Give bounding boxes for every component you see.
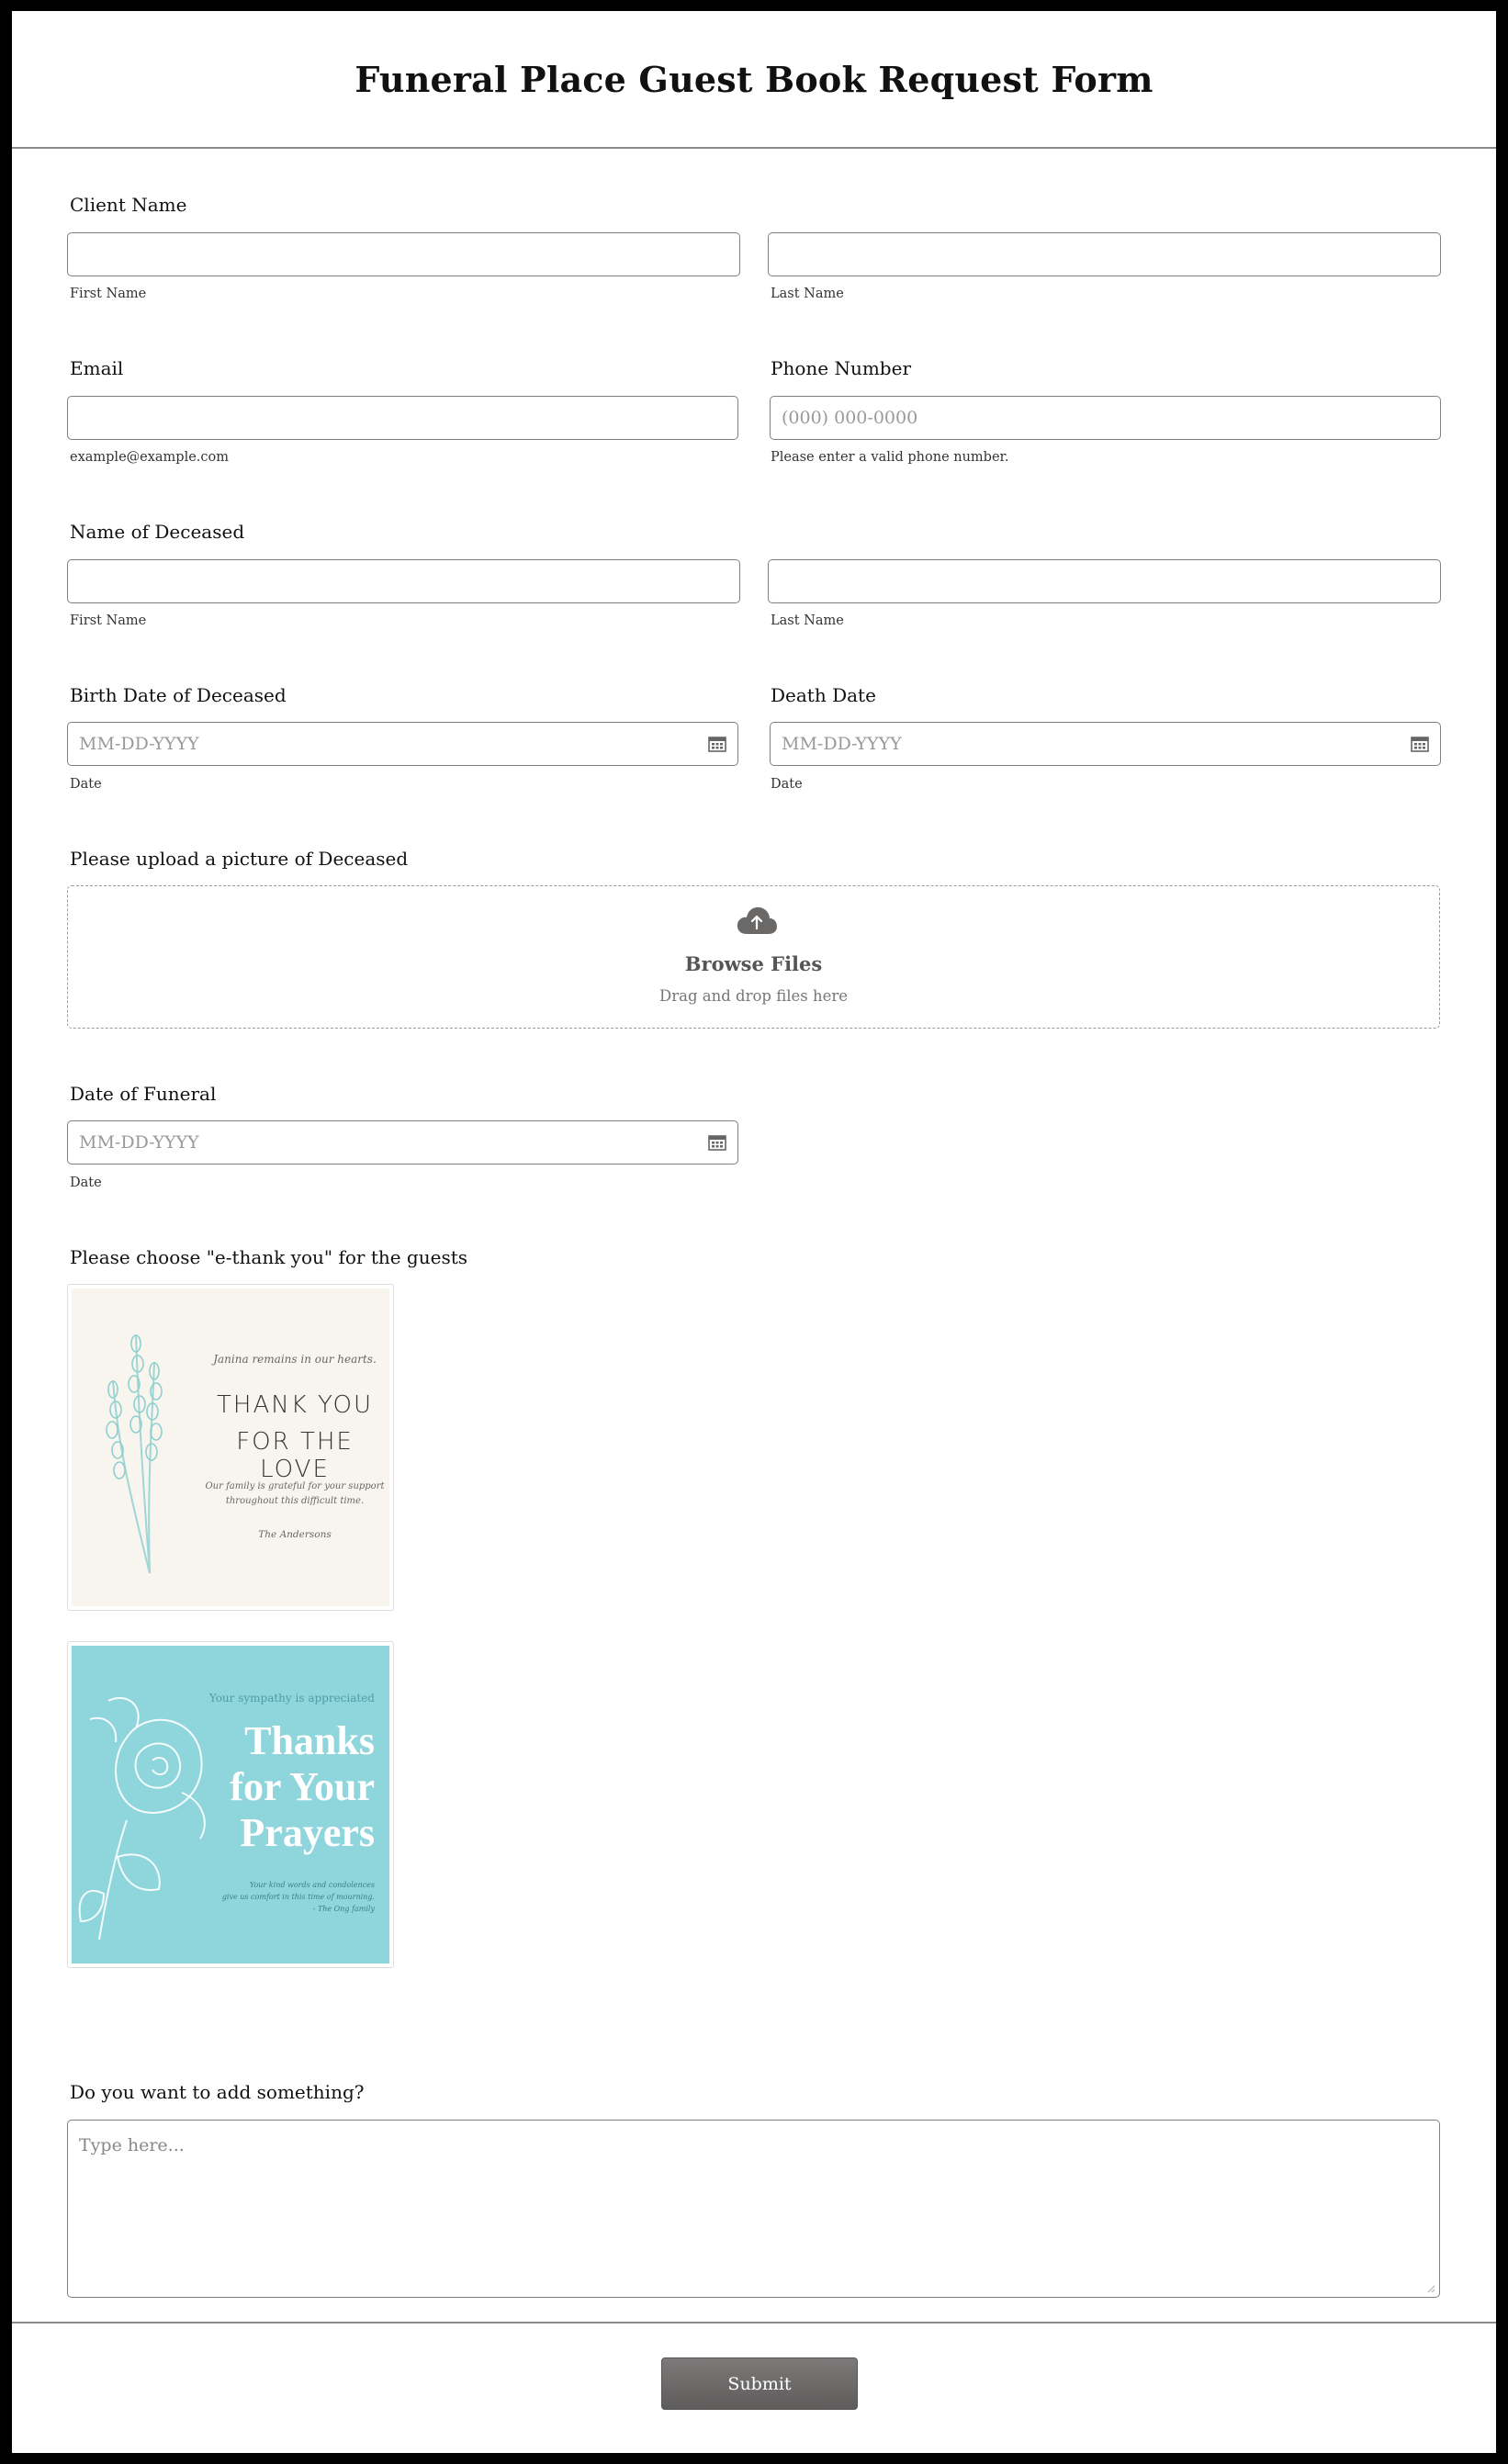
funeral-date-sublabel: Date (70, 1176, 102, 1190)
birth-date-input[interactable] (67, 722, 738, 766)
birth-date-sublabel: Date (70, 777, 102, 792)
upload-label: Please upload a picture of Deceased (70, 848, 409, 870)
cloud-upload-icon (736, 905, 778, 936)
notes-placeholder: Type here... (79, 2135, 185, 2155)
calendar-icon[interactable] (708, 736, 726, 752)
email-sublabel: example@example.com (70, 450, 230, 465)
client-last-name-sublabel: Last Name (771, 287, 844, 301)
card2-headline-1: Thanks (244, 1718, 375, 1763)
funeral-date-placeholder: MM-DD-YYYY (79, 1132, 199, 1153)
card1-headline-1: THANK YOU (217, 1391, 373, 1419)
rose-illustration (72, 1664, 219, 1940)
card2-body-2: give us comfort in this time of mourning. (221, 1893, 375, 1901)
client-first-name-input[interactable] (67, 232, 740, 276)
card2-signature: - The Ong family (312, 1905, 375, 1913)
calendar-icon[interactable] (1411, 736, 1429, 752)
death-date-placeholder: MM-DD-YYYY (782, 734, 902, 754)
deceased-first-name-sublabel: First Name (70, 613, 147, 628)
birth-date-placeholder: MM-DD-YYYY (79, 734, 199, 754)
client-first-name-sublabel: First Name (70, 287, 147, 301)
client-name-label: Client Name (70, 194, 187, 216)
browse-files-button[interactable]: Browse Files (684, 952, 823, 975)
card2-body-1: Your kind words and condolences (249, 1881, 375, 1889)
birth-date-label: Birth Date of Deceased (70, 684, 287, 706)
submit-button[interactable]: Submit (661, 2357, 858, 2410)
thank-you-card-option-1[interactable] (67, 1284, 394, 1611)
card1-signature: The Andersons (258, 1529, 332, 1540)
form-card (12, 11, 1496, 2453)
footer-divider (12, 2322, 1496, 2323)
form-title: Funeral Place Guest Book Request Form (354, 58, 1154, 100)
notes-label: Do you want to add something? (70, 2081, 365, 2103)
email-input[interactable] (67, 396, 738, 440)
card2-top-line: Your sympathy is appreciated (208, 1692, 375, 1705)
deceased-last-name-input[interactable] (768, 559, 1441, 603)
form-header (12, 11, 1496, 149)
card1-body-2: throughout this difficult time. (225, 1496, 365, 1506)
card2-headline-3: Prayers (240, 1810, 375, 1855)
funeral-date-input[interactable] (67, 1120, 738, 1164)
file-upload-dropzone[interactable] (67, 885, 1440, 1029)
phone-sublabel: Please enter a valid phone number. (771, 450, 1009, 465)
card1-body-1: Our family is grateful for your support (205, 1481, 385, 1491)
deceased-first-name-input[interactable] (67, 559, 740, 603)
death-date-input[interactable] (770, 722, 1441, 766)
death-date-sublabel: Date (771, 777, 803, 792)
phone-label: Phone Number (771, 357, 911, 379)
thank-you-card-option-2[interactable] (67, 1641, 394, 1968)
lavender-illustration (99, 1316, 182, 1582)
client-last-name-input[interactable] (768, 232, 1441, 276)
notes-textarea[interactable] (67, 2120, 1440, 2298)
ethank-label: Please choose "e-thank you" for the guests (70, 1246, 468, 1268)
phone-placeholder: (000) 000-0000 (782, 408, 918, 428)
email-label: Email (70, 357, 124, 379)
card1-headline-2: FOR THE LOVE (236, 1428, 354, 1483)
drag-drop-hint: Drag and drop files here (658, 987, 849, 1005)
calendar-icon[interactable] (708, 1134, 726, 1151)
funeral-date-label: Date of Funeral (70, 1083, 217, 1105)
resize-handle-icon[interactable] (1426, 2284, 1435, 2293)
deceased-name-label: Name of Deceased (70, 521, 245, 543)
card2-headline-2: for Your (230, 1764, 375, 1809)
card1-top-line: Janina remains in our hearts. (213, 1353, 377, 1366)
deceased-last-name-sublabel: Last Name (771, 613, 844, 628)
death-date-label: Death Date (771, 684, 876, 706)
phone-input[interactable] (770, 396, 1441, 440)
